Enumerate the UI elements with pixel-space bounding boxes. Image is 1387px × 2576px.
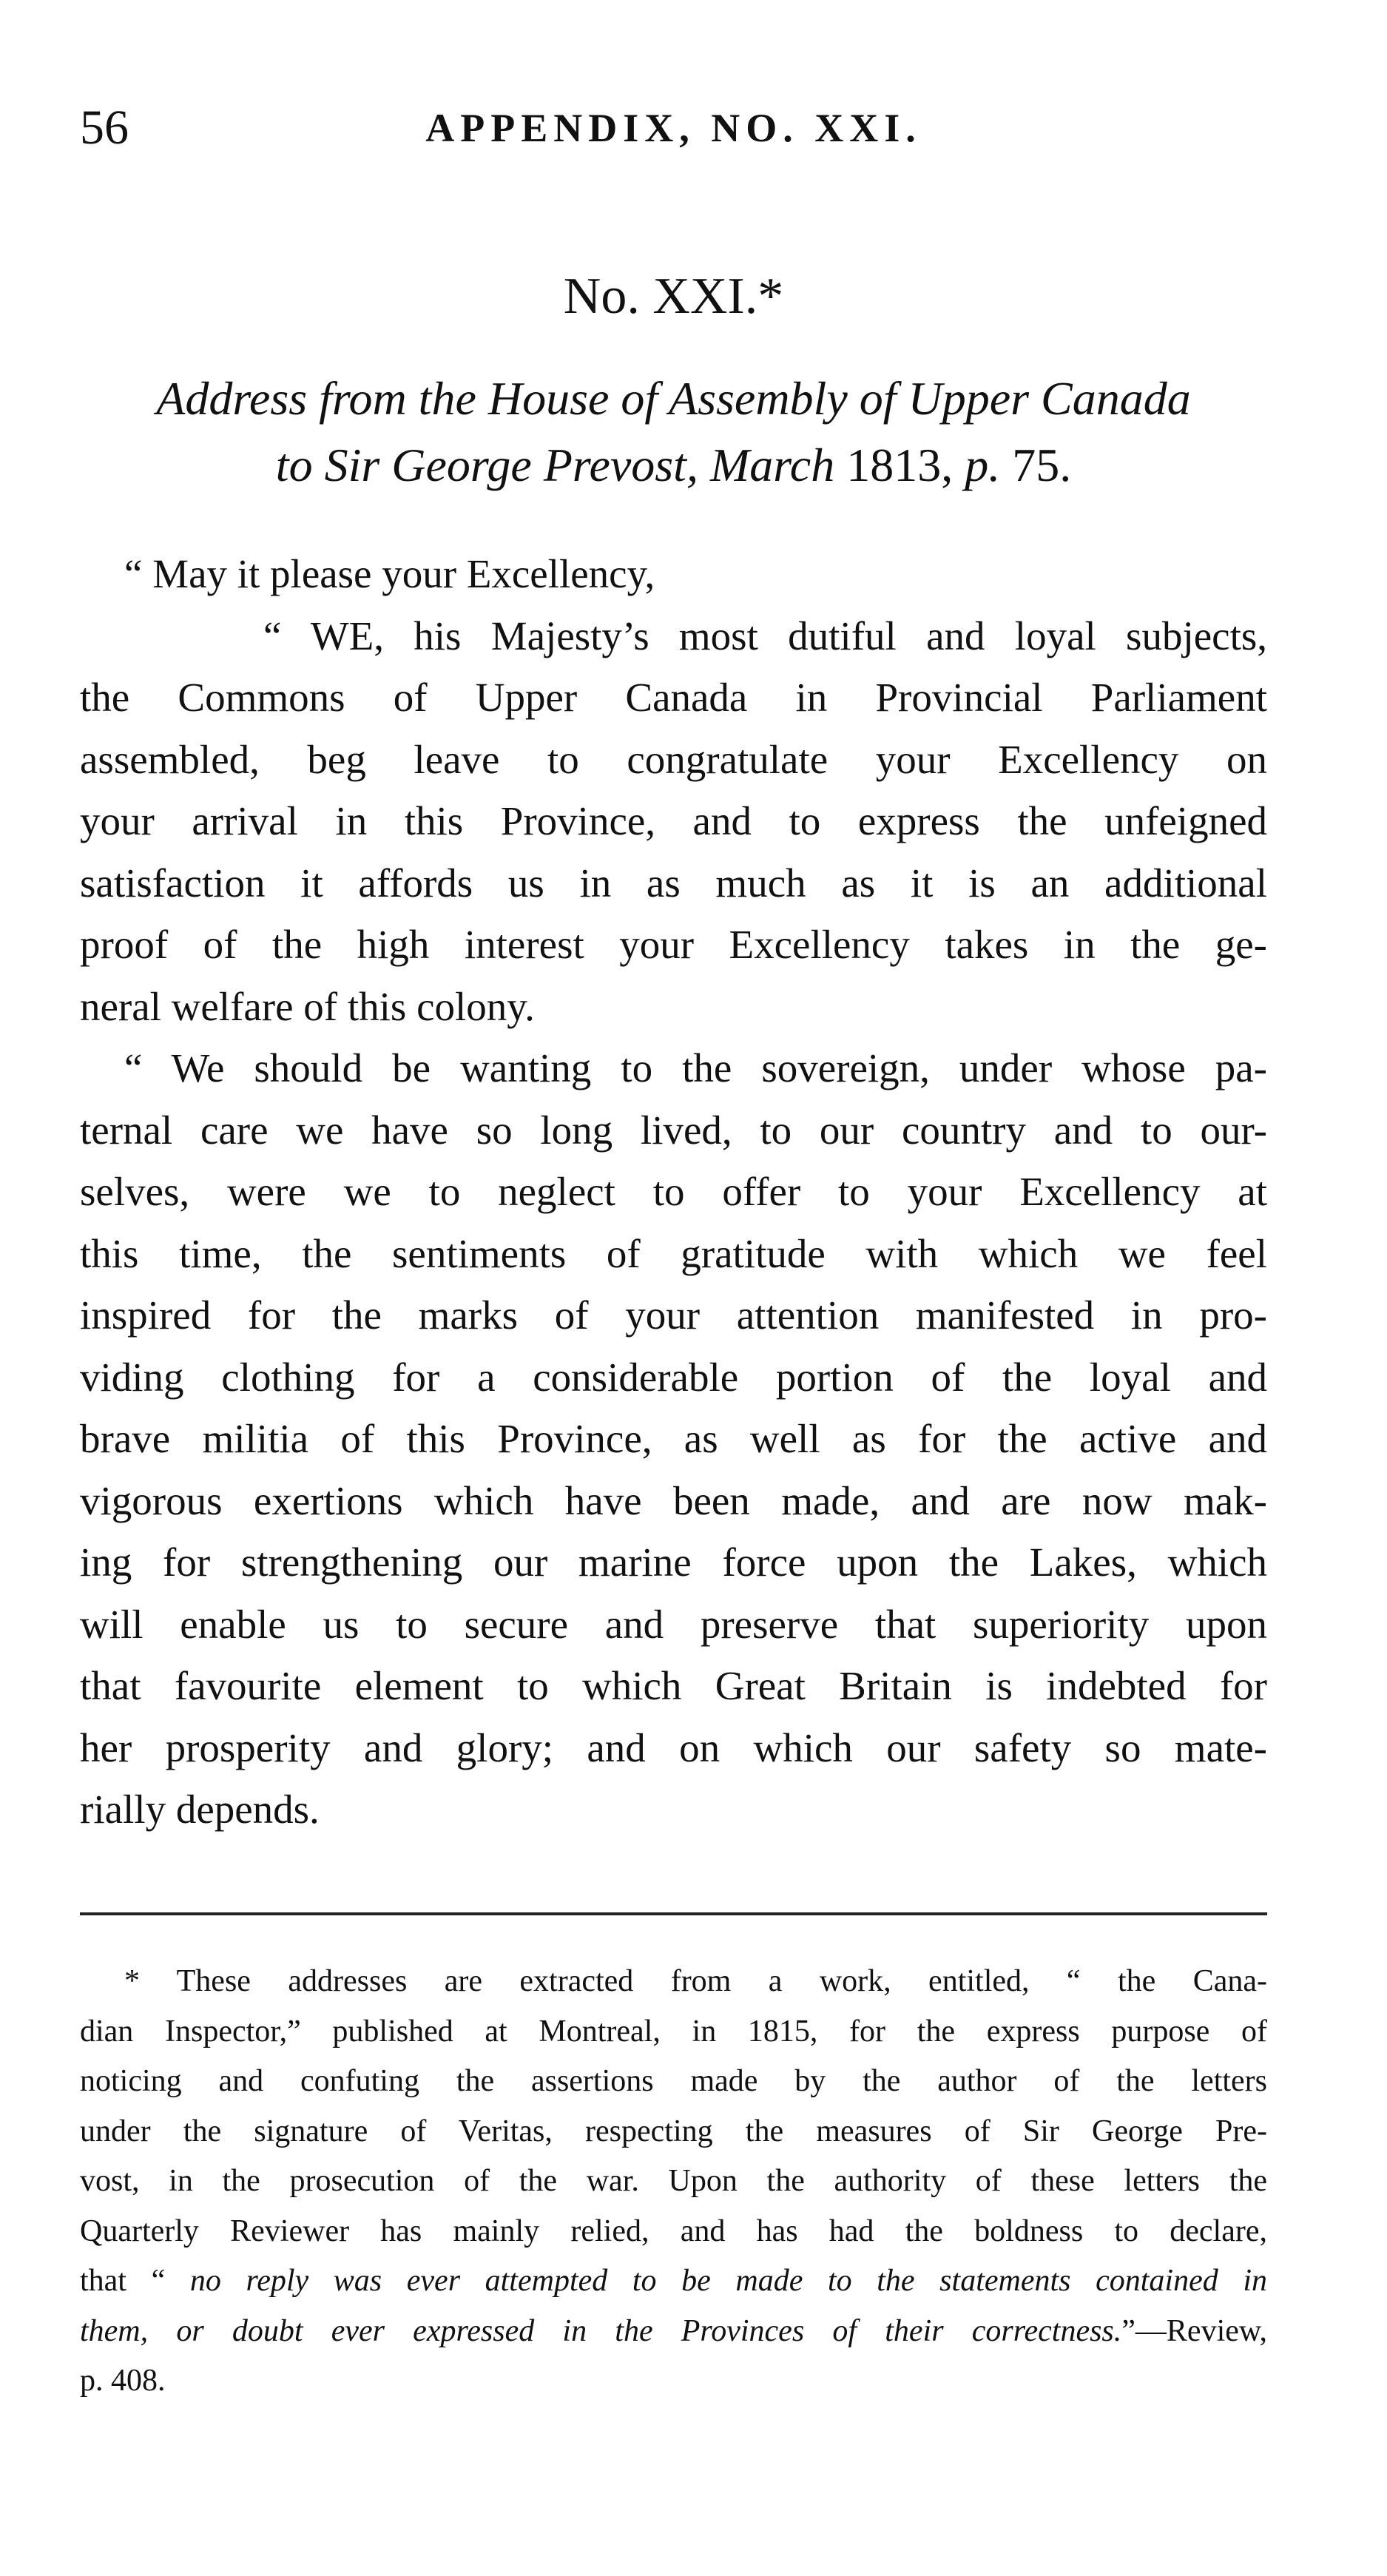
- body-line: vigorous exertions which have been made, and are now mak-: [80, 1477, 1267, 1523]
- footnote-line: dian Inspector,” published at Montreal, in 1815, for the express purpose of: [80, 2014, 1267, 2049]
- footnote-line: [80, 2256, 1267, 2307]
- section-heading-line-2: [80, 432, 1267, 499]
- footnote-line: Quarterly Reviewer has mainly relied, and has had the boldness to declare,: [80, 2213, 1267, 2248]
- body-line: ing for strengthening our marine force upon the Lakes, which: [80, 1540, 1267, 1585]
- section-number: No. XXI.*: [563, 268, 784, 325]
- footnote-divider: [80, 1912, 1267, 1915]
- page-number: 56: [80, 101, 129, 155]
- running-head: [80, 95, 1267, 161]
- footnote-quote-part-2: them, or doubt ever expressed in the Provinces of their correctness.: [80, 2313, 1122, 2348]
- body-line: proof of the high interest your Excellency takes in the ge-: [80, 922, 1267, 967]
- body-line: brave militia of this Province, as well as for the active and: [80, 1416, 1267, 1461]
- section-heading-page-number: 75.: [1000, 439, 1072, 491]
- footnote-line-7-roman: that “: [80, 2264, 166, 2298]
- footnote-quote-part-1: no reply was ever attempted to be made to the statements contained in: [165, 2264, 1267, 2298]
- body-line: “ May it please your Excellency,: [124, 551, 655, 596]
- body-line: selves, were we to neglect to offer to your Excellency at: [80, 1169, 1267, 1214]
- body-line: the Commons of Upper Canada in Provincial Parliament: [80, 675, 1267, 720]
- footnote-line: vost, in the prosecution of the war. Upon the authority of these letters the: [80, 2164, 1267, 2198]
- footnote-line: noticing and confuting the assertions made by the author of the letters: [80, 2064, 1267, 2098]
- section-heading-page-abbrev: p.: [953, 439, 1001, 491]
- section-heading-line-2-italic: to Sir George Prevost, March: [275, 439, 835, 491]
- body-line: rially depends.: [80, 1787, 320, 1832]
- footnote: [80, 1957, 1267, 2407]
- body-line: “ We should be wanting to the sovereign, under whose pa-: [124, 1045, 1267, 1090]
- body-line: her prosperity and glory; and on which our safety so mate-: [80, 1724, 1267, 1770]
- body-line: viding clothing for a considerable portion of the loyal and: [80, 1354, 1267, 1400]
- section-heading-year: 1813,: [834, 439, 954, 491]
- body-line: your arrival in this Province, and to express the unfeigned: [80, 798, 1267, 843]
- book-page: [80, 0, 1267, 2576]
- footnote-line-8-roman: ”—Review,: [1121, 2313, 1267, 2348]
- footnote-line: under the signature of Veritas, respecting the measures of Sir George Pre-: [80, 2114, 1267, 2148]
- body-line: this time, the sentiments of gratitude with which we feel: [80, 1230, 1267, 1276]
- section-heading: [80, 365, 1267, 499]
- body-line: will enable us to secure and preserve that superiority upon: [80, 1601, 1267, 1647]
- body-line: that favourite element to which Great Britain is indebted for: [80, 1663, 1267, 1708]
- body-line: “ WE, his Majesty’s most dutiful and loyal subjects,: [263, 613, 1267, 658]
- body-line: assembled, beg leave to congratulate your Excellency on: [80, 736, 1267, 782]
- section-heading-line-1: Address from the House of Assembly of Upper Canada: [156, 372, 1191, 425]
- body-line: inspired for the marks of your attention manifested in pro-: [80, 1292, 1267, 1338]
- body-line: ternal care we have so long lived, to our country and to our-: [80, 1107, 1267, 1153]
- footnote-line: * These addresses are extracted from a work, entitled, “ the Cana-: [124, 1964, 1267, 1998]
- body-line: neral welfare of this colony.: [80, 983, 535, 1029]
- footnote-line: [80, 2307, 1267, 2357]
- address-body: [80, 543, 1267, 1841]
- footnote-line: p. 408.: [80, 2364, 166, 2398]
- running-title: APPENDIX, NO. XXI.: [425, 106, 922, 150]
- body-line: satisfaction it affords us in as much as it is an additional: [80, 860, 1267, 906]
